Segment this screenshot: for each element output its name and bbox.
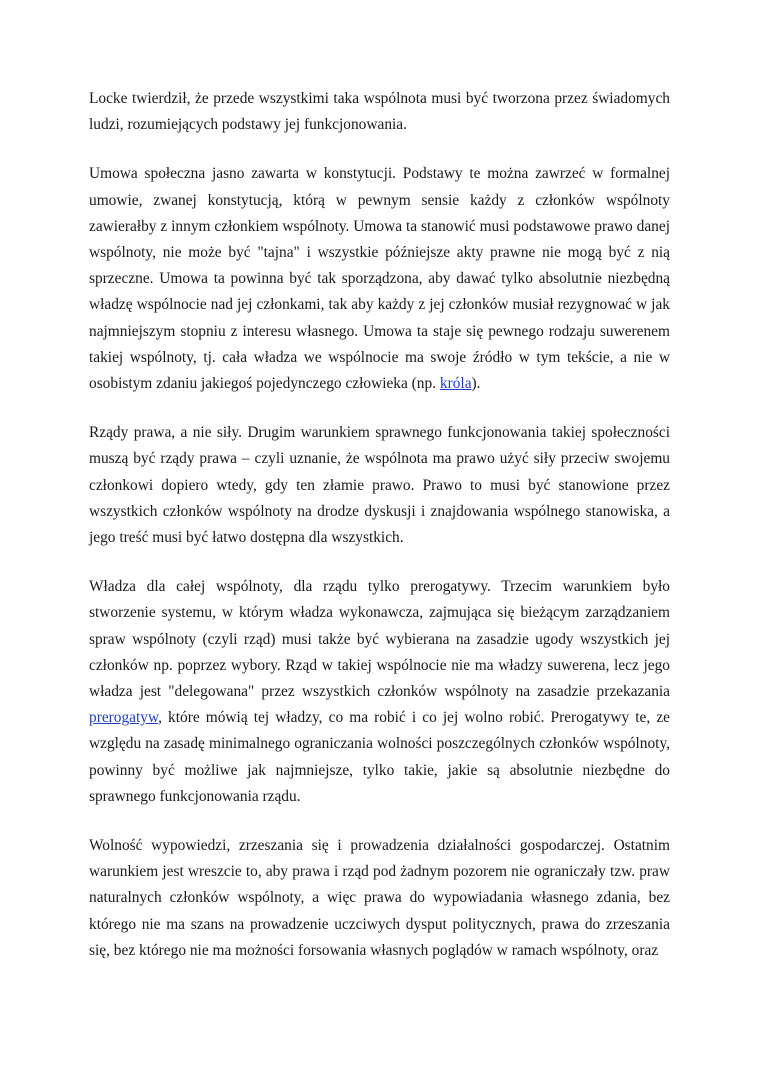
paragraph-text: Wolność wypowiedzi, zrzeszania się i prowadzenia działalności gospodarczej. Ostatnim warunkiem jest wreszcie to, aby prawa i rząd pod żadnym pozorem nie ograniczały tzw. praw naturalnych członków wspólnoty, a więc prawa do wypowiadania własnego zdania, bez którego nie ma szans na prowadzenie uczciwych dysput politycznych, prawa do zrzeszania się, bez którego nie ma możności forsowania własnych poglądów w ramach wspólnoty, oraz <box>89 837 670 959</box>
paragraph-social-contract <box>89 161 670 397</box>
paragraph-rule-of-law <box>89 420 670 551</box>
paragraph-prerogatives <box>89 574 670 810</box>
link-prerogatyw[interactable]: prerogatyw <box>89 709 159 727</box>
paragraph-locke <box>89 86 670 138</box>
document-body <box>89 86 670 987</box>
paragraph-text: Rządy prawa, a nie siły. Drugim warunkiem sprawnego funkcjonowania takiej społeczności muszą być rządy prawa – czyli uznanie, że wspólnota ma prawo użyć siły przeciw swojemu członkowi dopiero wtedy, gdy ten złamie prawo. Prawo to musi być stanowione przez wszystkich członków wspólnoty na drodze dyskusji i znajdowania wspólnego stanowiska, a jego treść musi być łatwo dostępna dla wszystkich. <box>89 424 670 547</box>
paragraph-text: Umowa społeczna jasno zawarta w konstytucji. Podstawy te można zawrzeć w formalnej umowie, zwanej konstytucją, którą w pewnym sensie każdy z członków wspólnoty zawierałby z innym członkiem wspólnoty. Umowa ta stanowić musi podstawowe prawo danej wspólnoty, nie może być "tajna" i wszystkie późniejsze akty prawne nie mogą być z nią sprzeczne. Umowa ta powinna być tak sporządzona, aby dawać tylko absolutnie niezbędną władzę wspólnocie nad jej członkami, tak aby każdy z jej członków musiał rezygnować w jak najmniejszym stopniu z interesu własnego. Umowa ta staje się pewnego rodzaju suwerenem takiej wspólnoty, tj. cała władza we wspólnocie ma swoje źródło w tym tekście, a nie w osobistym zdaniu jakiegoś pojedynczego człowieka (np. <box>89 165 670 393</box>
paragraph-text: , które mówią tej władzy, co ma robić i co jej wolno robić. Prerogatywy te, ze względu na zasadę minimalnego ograniczania wolności poszczególnych członków wspólnoty, powinny być możliwe jak najmniejsze, tylko takie, jakie są absolutnie niezbędne do sprawnego funkcjonowania rządu. <box>89 709 670 805</box>
paragraph-text: Locke twierdził, że przede wszystkimi taka wspólnota musi być tworzona przez świadomych ludzi, rozumiejących podstawy jej funkcjonowania. <box>89 90 670 134</box>
paragraph-text: Władza dla całej wspólnoty, dla rządu tylko prerogatywy. Trzecim warunkiem było stworzenie systemu, w którym władza wykonawcza, zajmująca się bieżącym zarządzaniem spraw wspólnoty (czyli rząd) musi także być wybierana na zasadzie ugody wszystkich jej członków np. poprzez wybory. Rząd w takiej wspólnocie nie ma władzy suwerena, lecz jego władza jest "delegowana" przez wszystkich członków wspólnoty na zasadzie przekazania <box>89 578 670 701</box>
paragraph-text: ). <box>471 375 481 393</box>
paragraph-freedoms <box>89 833 670 964</box>
link-krola[interactable]: króla <box>439 375 472 393</box>
